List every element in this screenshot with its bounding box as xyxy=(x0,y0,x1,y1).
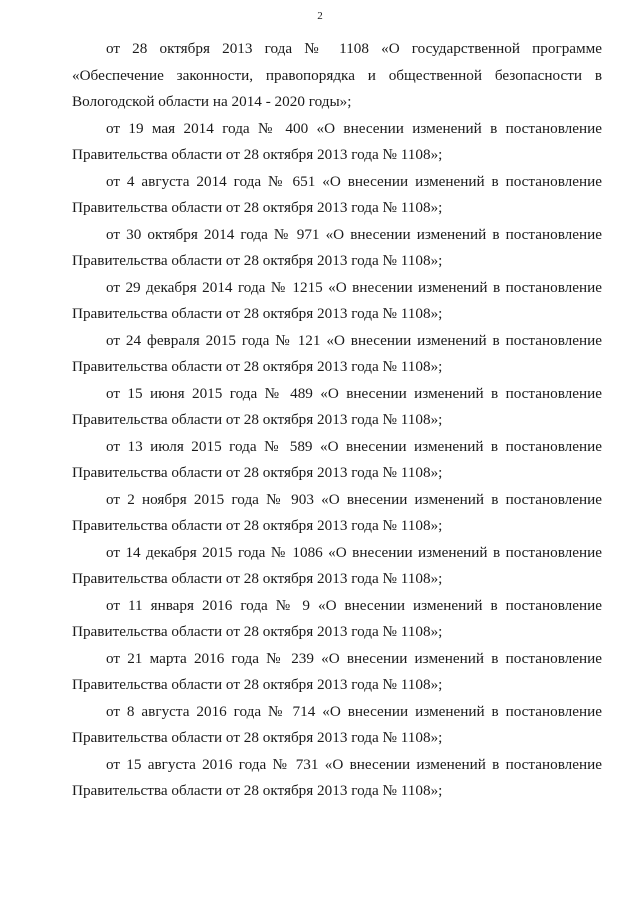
resolution-entry: от 30 октября 2014 года № 971 «О внесении изменений в постановление Правительства области от 28 октября 2013 года № 1108»; xyxy=(72,225,602,269)
resolution-entry: от 2 ноября 2015 года № 903 «О внесении изменений в постановление Правительства области от 28 октября 2013 года № 1108»; xyxy=(72,490,602,534)
resolution-entry: от 15 июня 2015 года № 489 «О внесении изменений в постановление Правительства области от 28 октября 2013 года № 1108»; xyxy=(72,384,602,428)
resolution-entry: от 11 января 2016 года № 9 «О внесении изменений в постановление Правительства области от 28 октября 2013 года № 1108»; xyxy=(72,596,602,640)
resolution-entry: от 15 августа 2016 года № 731 «О внесении изменений в постановление Правительства области от 28 октября 2013 года № 1108»; xyxy=(72,755,602,799)
resolution-entry: от 28 октября 2013 года № 1108 «О государственной программе «Обеспечение законности, правопорядка и общественной безопасности в Вологодской области на 2014 - 2020 годы»; xyxy=(72,40,602,110)
resolution-entry: от 14 декабря 2015 года № 1086 «О внесении изменений в постановление Правительства области от 28 октября 2013 года № 1108»; xyxy=(72,543,602,587)
resolution-entry: от 19 мая 2014 года № 400 «О внесении изменений в постановление Правительства области от 28 октября 2013 года № 1108»; xyxy=(72,119,602,163)
page-number: 2 xyxy=(317,10,323,22)
resolution-entry: от 21 марта 2016 года № 239 «О внесении изменений в постановление Правительства области от 28 октября 2013 года № 1108»; xyxy=(72,649,602,693)
resolution-entry: от 29 декабря 2014 года № 1215 «О внесении изменений в постановление Правительства области от 28 октября 2013 года № 1108»; xyxy=(72,278,602,322)
document-body xyxy=(72,36,602,805)
resolution-entry: от 13 июля 2015 года № 589 «О внесении изменений в постановление Правительства области от 28 октября 2013 года № 1108»; xyxy=(72,437,602,481)
resolution-entry: от 8 августа 2016 года № 714 «О внесении изменений в постановление Правительства области от 28 октября 2013 года № 1108»; xyxy=(72,702,602,746)
resolution-entry: от 4 августа 2014 года № 651 «О внесении изменений в постановление Правительства области от 28 октября 2013 года № 1108»; xyxy=(72,172,602,216)
resolution-entry: от 24 февраля 2015 года № 121 «О внесении изменений в постановление Правительства области от 28 октября 2013 года № 1108»; xyxy=(72,331,602,375)
